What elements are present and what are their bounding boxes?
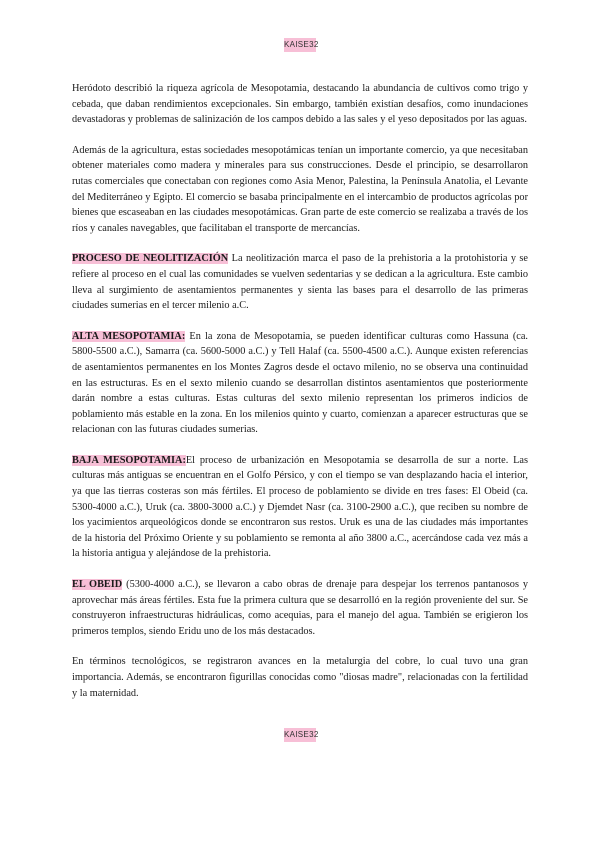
paragraph-text: (5300-4000 a.C.), se llevaron a cabo obras de drenaje para despejar los terrenos pantanosos y aprovechar más áreas fértiles. Esta fue la primera cultura que se desarrolló en la región proveniente del sur. Se construyeron infraestructuras hidráulicas, como acequias, para el manejo del agua. También se erigieron los primeros templos, siendo Eridu uno de los más destacados. [72, 579, 528, 637]
section-heading: PROCESO DE NEOLITIZACIÓN [72, 253, 229, 265]
paragraph-baja-mesopotamia [72, 453, 528, 562]
paragraph-alta-mesopotamia [72, 329, 528, 438]
section-heading: EL OBEID [72, 579, 123, 591]
paragraph-text: En la zona de Mesopotamia, se pueden identificar culturas como Hassuna (ca. 5800-5500 a.C.), Samarra (ca. 5600-5000 a.C.) y Tell Halaf (ca. 5500-4500 a.C.). Aunque existen referencias de asentamientos permanentes en los Montes Zagros desde el octavo milenio, no se observa una continuidad en las estructuras. Es en el sexto milenio cuando se desarrollan distintos asentamientos que posteriormente darán nombre a estas culturas. Estas culturas del sexto milenio representan los primeros indicios de poblamiento más estable en la zona. En los milenios quinto y cuarto, comienzan a aparecer estructuras que se relacionan con las futuras ciudades sumerias. [72, 330, 528, 436]
paragraph-herodoto [72, 81, 528, 128]
document-body [72, 81, 528, 716]
paragraph-text: La neolitización marca el paso de la prehistoria a la protohistoria y se refiere al proceso en el cual las comunidades se vuelven sedentarias y se dedican a la agricultura. Este cambio lleva al surgimiento de asentamientos permanentes y sienta las bases para el desarrollo de las primeras ciudades sumerias en el tercer milenio a.C. [72, 253, 529, 312]
paragraph-text: El proceso de urbanización en Mesopotamia se desarrolla de sur a norte. Las culturas más antiguas se encuentran en el Golfo Pérsico, y con el tiempo se van desplazando hacia el interior, ya que las tierras costeras son más fértiles. El proceso de poblamiento se divide en tres fases: El Obeid (ca. 5300-4000 a.C.), Uruk (ca. 3800-3000 a.C.) y Djemdet Nasr (ca. 3100-2900 a.C.), que reciben su nombre de los yacimientos arqueológicos donde se encontraron sus restos. Uruk es una de las ciudades más importantes de la historia del Próximo Oriente y su poblamiento se remonta al año 3800 a.C., acercándose cada vez más a la historia antigua y alejándose de la prehistoria. [72, 454, 528, 560]
paragraph-text: En términos tecnológicos, se registraron avances en la metalurgia del cobre, lo cual tuvo una gran importancia. Además, se encontraron figurillas conocidas como "diosas madre", relacionadas con la fertilidad y la maternidad. [72, 656, 528, 699]
paragraph-neolitizacion [72, 251, 528, 313]
paragraph-comercio [72, 143, 528, 237]
footer-badge: KAISE32 [284, 728, 316, 742]
paragraph-text: Además de la agricultura, estas sociedades mesopotámicas tenían un importante comercio, ya que necesitaban obtener materiales como madera y minerales para sus construcciones. Desde el principio, se desarrollaron rutas comerciales que conectaban con regiones como Asia Menor, Palestina, la Península Anatolia, el Levante del Mediterráneo y Egipto. El comercio se basaba principalmente en el intercambio de productos agrícolas por bienes que escaseaban en las ciudades mesopotámicas. Gran parte de este comercio se realizaba a través de los ríos y canales navegables, que facilitaban el transporte de mercancías. [72, 144, 528, 234]
header-badge: KAISE32 [284, 38, 316, 52]
section-heading: ALTA MESOPOTAMIA: [72, 330, 186, 342]
paragraph-text: Heródoto describió la riqueza agrícola de Mesopotamia, destacando la abundancia de cultivos como trigo y cebada, que daban rendimientos excepcionales. Sin embargo, también existían desafíos, como inundaciones devastadoras y problemas de salinización de los campos debido a las sales y el yeso depositados por las aguas. [72, 83, 528, 126]
paragraph-tecnologia [72, 654, 528, 701]
paragraph-el-obeid [72, 577, 528, 639]
section-heading: BAJA MESOPOTAMIA: [72, 454, 186, 466]
